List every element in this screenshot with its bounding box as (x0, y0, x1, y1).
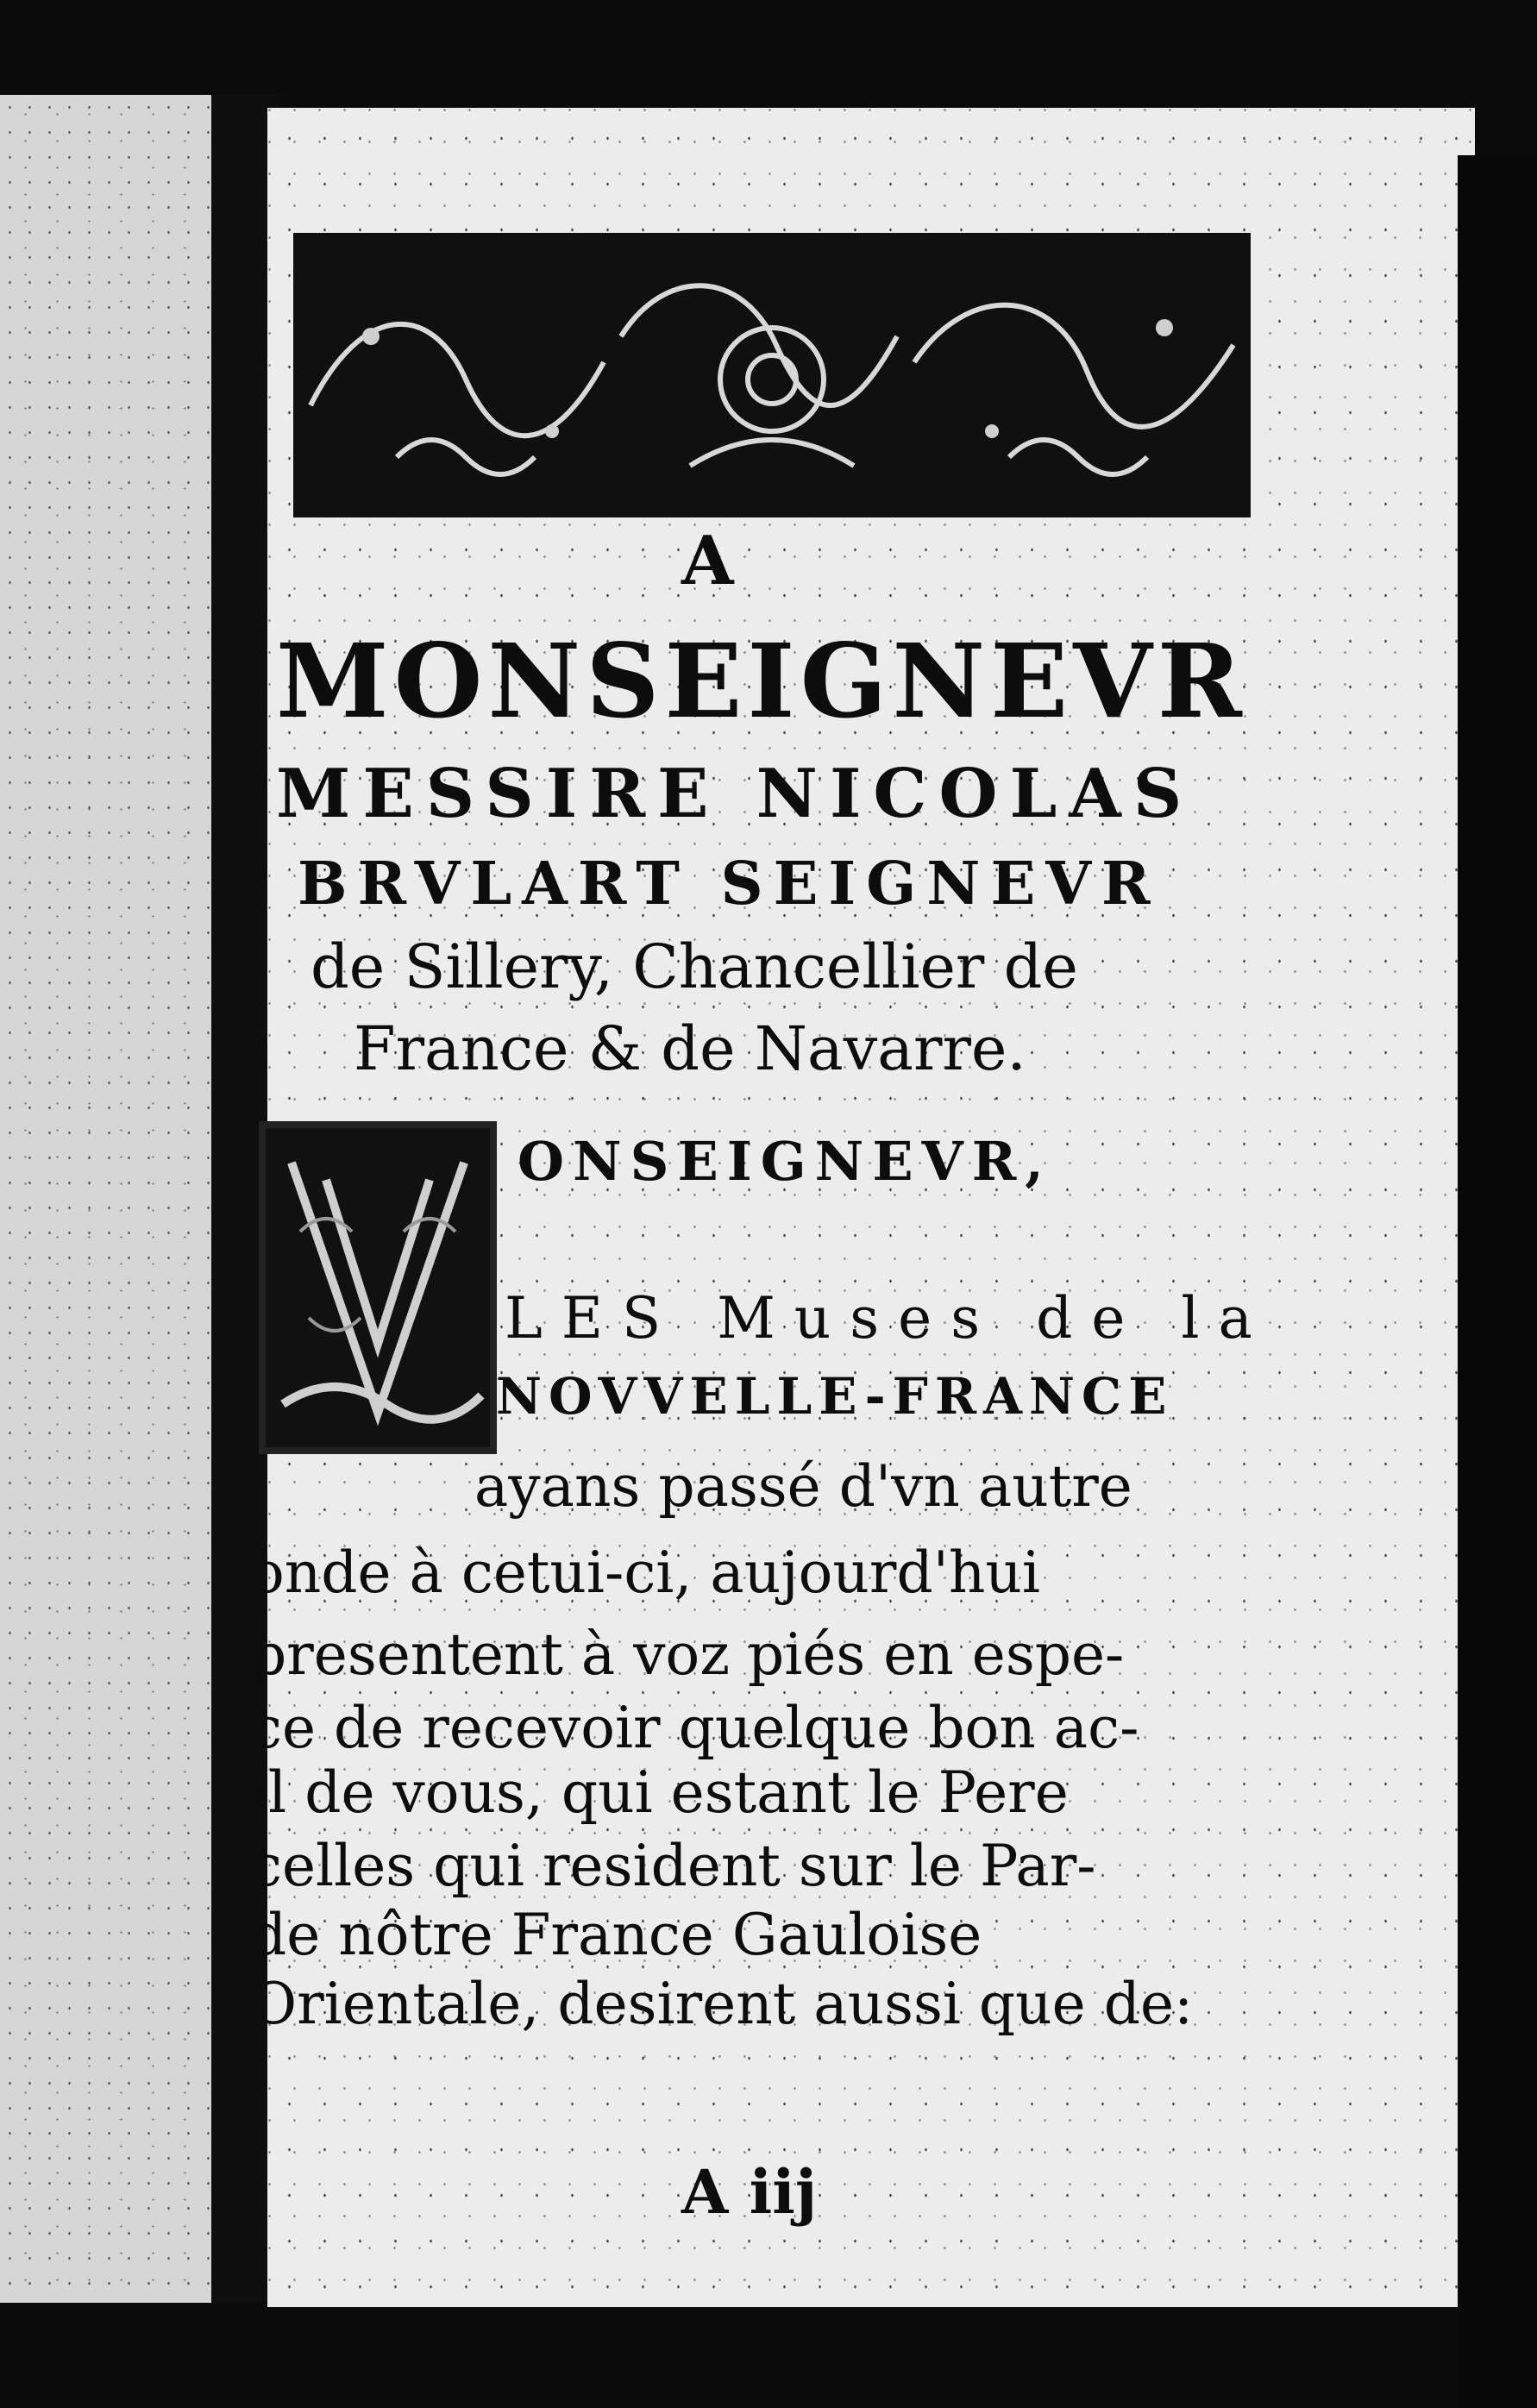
ornamental-headpiece (293, 233, 1251, 517)
dedication-place: de Sillery, Chancellier de (311, 931, 1078, 1002)
dedication-name: MESSIRE NICOLAS (276, 755, 1195, 833)
body-line: ce de recevoir quelque bon ac- (250, 1695, 1139, 1761)
page-edge-shadow (1458, 155, 1537, 2408)
dedication-title: MONSEIGNEVR (276, 621, 1247, 741)
dedication-realm: France & de Navarre. (354, 1013, 1026, 1084)
signature-mark: A iij (681, 2156, 818, 2228)
decorated-initial (259, 1121, 497, 1454)
body-line: presentent à voz piés en espe- (250, 1621, 1125, 1688)
body-line: ayans passé d'vn autre (474, 1453, 1132, 1520)
body-line: onde à cetui-ci, aujourd'hui (250, 1539, 1040, 1606)
body-line: Orientale, desirent aussi que de: (250, 1971, 1194, 2037)
initial-m-ornament-icon (266, 1128, 490, 1447)
dedication-prefix: A (681, 522, 734, 600)
salutation: ONSEIGNEVR, (518, 1130, 1052, 1193)
body-line: NOVVELLE-FRANCE (496, 1367, 1174, 1426)
body-line: il de vous, qui estant le Pere (250, 1759, 1069, 1826)
body-line: LES Muses de la (505, 1285, 1271, 1351)
body-line: de nôtre France Gauloise (250, 1902, 982, 1968)
body-line: celles qui resident sur le Par- (250, 1833, 1096, 1899)
headpiece-ornament-icon (293, 233, 1251, 517)
dedication-surname: BRVLART SEIGNEVR (298, 850, 1161, 919)
